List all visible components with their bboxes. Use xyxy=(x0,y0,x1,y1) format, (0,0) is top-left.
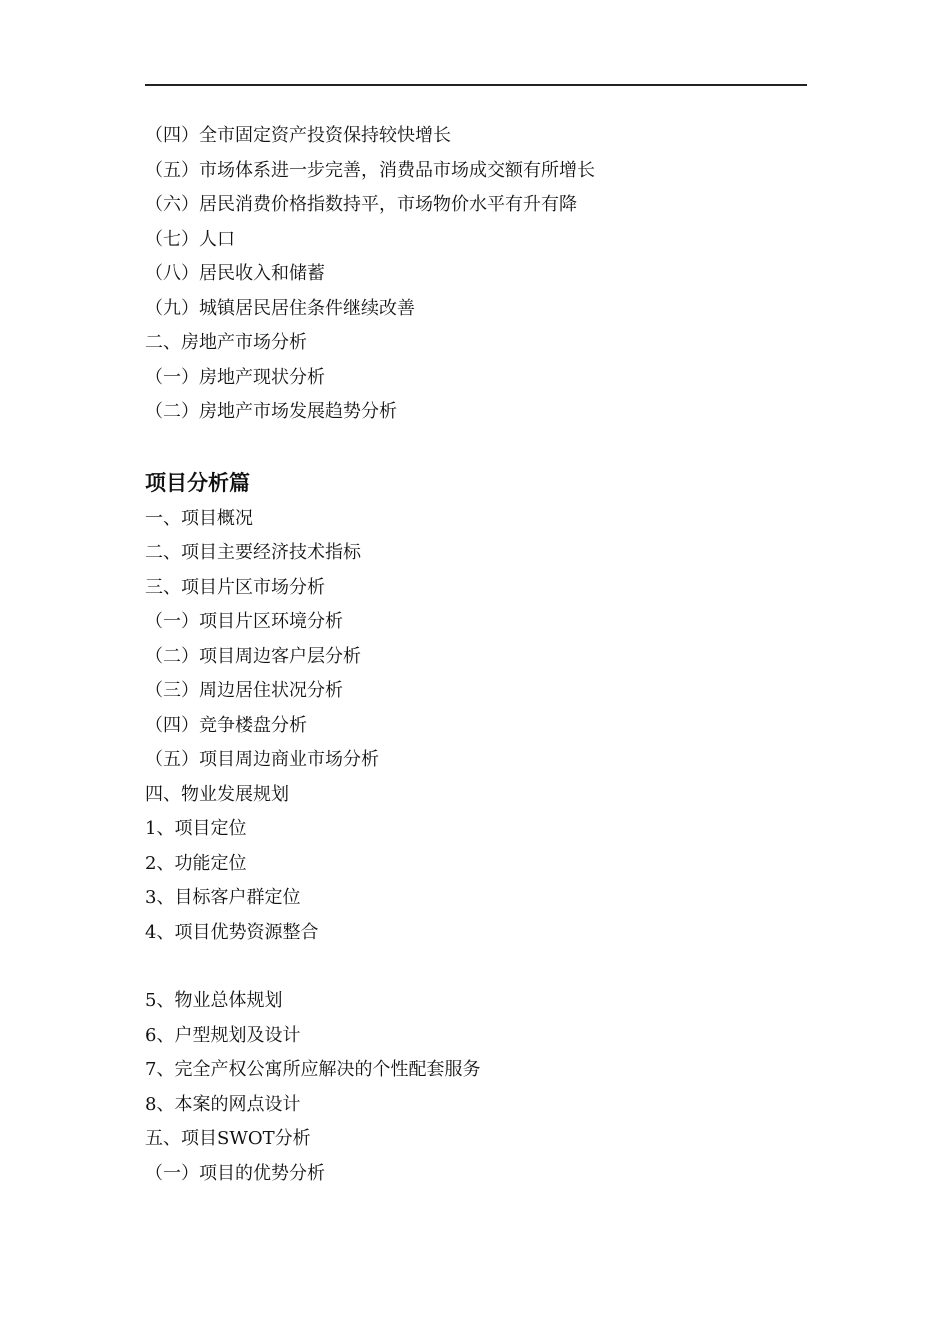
header-rule xyxy=(145,84,807,86)
toc-item: （五）项目周边商业市场分析 xyxy=(145,749,379,770)
toc-item: （一）项目片区环境分析 xyxy=(145,611,343,632)
toc-item: 二、房地产市场分析 xyxy=(145,332,307,353)
toc-item: （一）项目的优势分析 xyxy=(145,1163,325,1184)
toc-item: （二）房地产市场发展趋势分析 xyxy=(145,401,397,422)
toc-item: 6、户型规划及设计 xyxy=(145,1025,301,1046)
toc-item: （三）周边居住状况分析 xyxy=(145,680,343,701)
toc-item: （五）市场体系进一步完善，消费品市场成交额有所增长 xyxy=(145,160,595,181)
toc-item: 4、项目优势资源整合 xyxy=(145,922,319,943)
toc-item: （八）居民收入和储蓄 xyxy=(145,263,325,284)
toc-item: 1、项目定位 xyxy=(145,818,247,839)
toc-item: 一、项目概况 xyxy=(145,508,253,529)
toc-item: 三、项目片区市场分析 xyxy=(145,577,325,598)
toc-item: （二）项目周边客户层分析 xyxy=(145,646,361,667)
toc-item: （六）居民消费价格指数持平，市场物价水平有升有降 xyxy=(145,194,577,215)
toc-item: 3、目标客户群定位 xyxy=(145,887,301,908)
toc-item: （四）全市固定资产投资保持较快增长 xyxy=(145,125,451,146)
toc-item: （七）人口 xyxy=(145,229,235,250)
toc-item: 四、物业发展规划 xyxy=(145,784,289,805)
toc-item: 5、物业总体规划 xyxy=(145,990,283,1011)
toc-item: 五、项目SWOT分析 xyxy=(145,1128,311,1149)
section-heading: 项目分析篇 xyxy=(145,471,250,495)
toc-item: （九）城镇居民居住条件继续改善 xyxy=(145,298,415,319)
toc-item: 8、本案的网点设计 xyxy=(145,1094,301,1115)
toc-item: （四）竞争楼盘分析 xyxy=(145,715,307,736)
toc-item: 2、功能定位 xyxy=(145,853,247,874)
toc-item: 二、项目主要经济技术指标 xyxy=(145,542,361,563)
toc-item: （一）房地产现状分析 xyxy=(145,367,325,388)
toc-item: 7、完全产权公寓所应解决的个性配套服务 xyxy=(145,1059,481,1080)
